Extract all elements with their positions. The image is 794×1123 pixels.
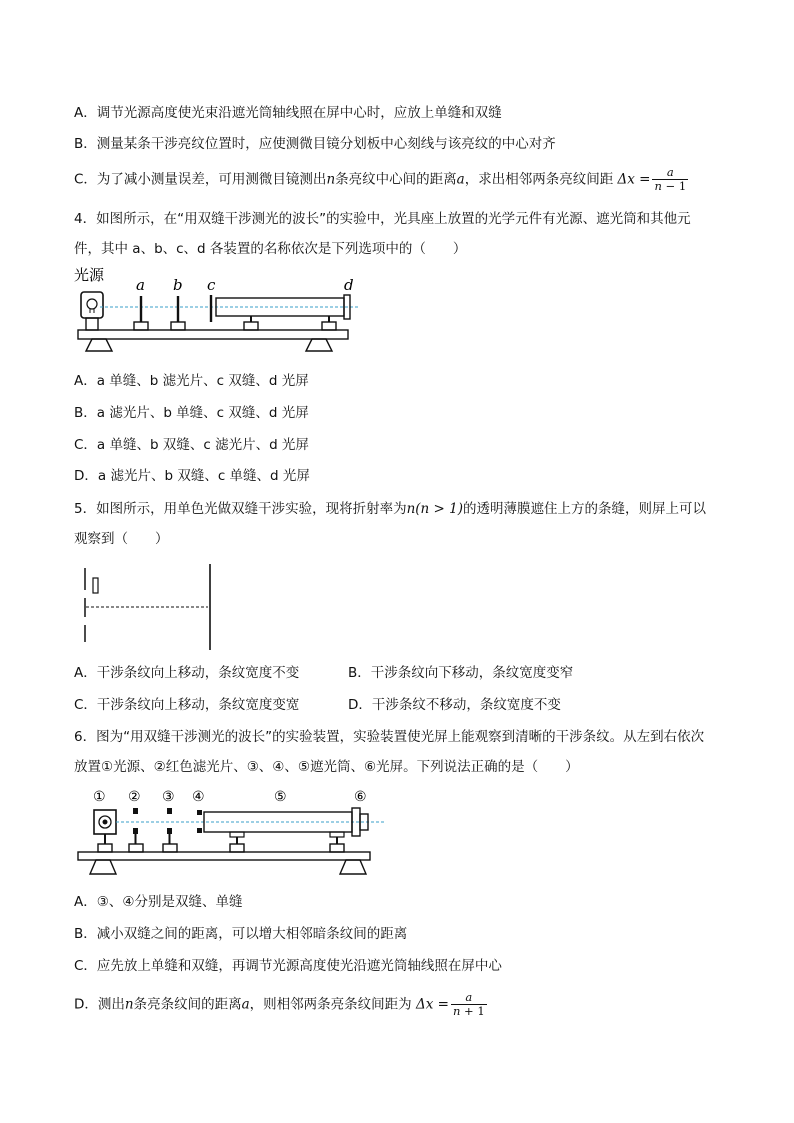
q5-option-c: C．干涉条纹向上移动，条纹宽度变宽 bbox=[74, 697, 300, 713]
label-a: a bbox=[136, 276, 145, 294]
q6-option-d-mid: 条亮条纹间的距离 bbox=[133, 996, 242, 1013]
q5-stem-formula: n(n > 1) bbox=[406, 501, 463, 517]
label-1: ① bbox=[93, 789, 106, 805]
q3-option-c bbox=[74, 166, 688, 193]
q4-option-c: C．a 单缝、b 双缝、c 滤光片、d 光屏 bbox=[74, 437, 309, 453]
optical-bench bbox=[78, 852, 370, 860]
q3-formula-num: a bbox=[666, 165, 674, 179]
q6-option-d-pre: D．测出 bbox=[74, 996, 125, 1013]
q4-light-source-label: 光源 bbox=[74, 266, 105, 284]
q6-formula-num: a bbox=[465, 990, 473, 1004]
q6-option-a: A．③、④分别是双缝、单缝 bbox=[74, 894, 243, 910]
label-2: ② bbox=[128, 789, 141, 805]
q3-option-c-mid: 条亮纹中心间的距离 bbox=[335, 171, 457, 188]
label-6: ⑥ bbox=[354, 789, 367, 805]
q6-apparatus-figure bbox=[74, 784, 394, 884]
thin-film bbox=[93, 578, 98, 593]
q6-var-n: n bbox=[124, 996, 134, 1013]
q6-option-d-post: ，则相邻两条亮条纹间距为 bbox=[249, 996, 412, 1013]
q3-formula-fraction bbox=[652, 166, 688, 193]
bulb-icon bbox=[87, 299, 97, 309]
q3-var-a: a bbox=[456, 171, 465, 188]
q3-option-a: A．调节光源高度使光束沿遮光筒轴线照在屏中心时，应放上单缝和双缝 bbox=[74, 105, 502, 121]
q5-stem-post: 的透明薄膜遮住上方的条缝，则屏上可以 bbox=[463, 501, 706, 517]
q6-option-c: C．应先放上单缝和双缝，再调节光源高度使光沿遮光筒轴线照在屏中心 bbox=[74, 958, 502, 974]
q6-stem-line1: 6．图为“用双缝干涉测光的波长”的实验装置，实验装置使光屏上能观察到清晰的干涉条纹。从左到右依次 bbox=[74, 729, 705, 745]
q3-formula-lhs: Δx = bbox=[617, 171, 651, 188]
q6-formula-fraction bbox=[451, 991, 487, 1018]
q6-option-d bbox=[74, 991, 487, 1018]
q4-optical-bench-figure bbox=[70, 262, 370, 362]
q3-var-n: n bbox=[326, 171, 336, 188]
q6-stem-line2: 放置①光源、②红色滤光片、③、④、⑤遮光筒、⑥光屏。下列说法正确的是（ ） bbox=[74, 759, 579, 775]
q3-formula-den: n − 1 bbox=[654, 179, 687, 193]
q3-option-c-pre: C．为了减小测量误差，可用测微目镜测出 bbox=[74, 171, 327, 188]
label-5: ⑤ bbox=[274, 789, 287, 805]
q6-option-b: B．减小双缝之间的距离，可以增大相邻暗条纹间的距离 bbox=[74, 926, 408, 942]
q4-option-b: B．a 滤光片、b 单缝、c 双缝、d 光屏 bbox=[74, 405, 309, 421]
q4-option-d: D．a 滤光片、b 双缝、c 单缝、d 光屏 bbox=[74, 468, 310, 484]
label-3: ③ bbox=[162, 789, 175, 805]
label-4: ④ bbox=[192, 789, 205, 805]
optical-bench bbox=[78, 330, 348, 339]
q3-option-c-post: ，求出相邻两条亮纹间距 bbox=[464, 171, 614, 188]
q5-option-d: D．干涉条纹不移动，条纹宽度不变 bbox=[348, 697, 561, 713]
q4-stem-line1: 4．如图所示，在“用双缝干涉测光的波长”的实验中，光具座上放置的光学元件有光源、遮光筒和其他元 bbox=[74, 211, 691, 227]
q4-stem-line2: 件，其中 a、b、c、d 各装置的名称依次是下列选项中的（ ） bbox=[74, 241, 467, 257]
q5-option-a: A．干涉条纹向上移动，条纹宽度不变 bbox=[74, 665, 300, 681]
q6-formula-lhs: Δx = bbox=[415, 996, 449, 1013]
q4-option-a: A．a 单缝、b 滤光片、c 双缝、d 光屏 bbox=[74, 373, 309, 389]
q3-option-b: B．测量某条干涉亮纹位置时，应使测微目镜分划板中心刻线与该亮纹的中心对齐 bbox=[74, 136, 556, 152]
q6-formula-den: n + 1 bbox=[452, 1004, 485, 1018]
q5-double-slit-figure bbox=[80, 562, 220, 657]
label-c: c bbox=[207, 276, 216, 294]
light-source-box bbox=[81, 292, 103, 318]
label-b: b bbox=[173, 276, 183, 294]
label-d: d bbox=[344, 276, 354, 294]
q5-option-b: B．干涉条纹向下移动，条纹宽度变窄 bbox=[348, 665, 574, 681]
q6-var-a: a bbox=[241, 996, 250, 1013]
q5-stem-pre: 5．如图所示，用单色光做双缝干涉实验，现将折射率为 bbox=[74, 501, 407, 517]
q5-stem-line2: 观察到（ ） bbox=[74, 531, 169, 547]
q5-stem-line1 bbox=[74, 500, 706, 518]
